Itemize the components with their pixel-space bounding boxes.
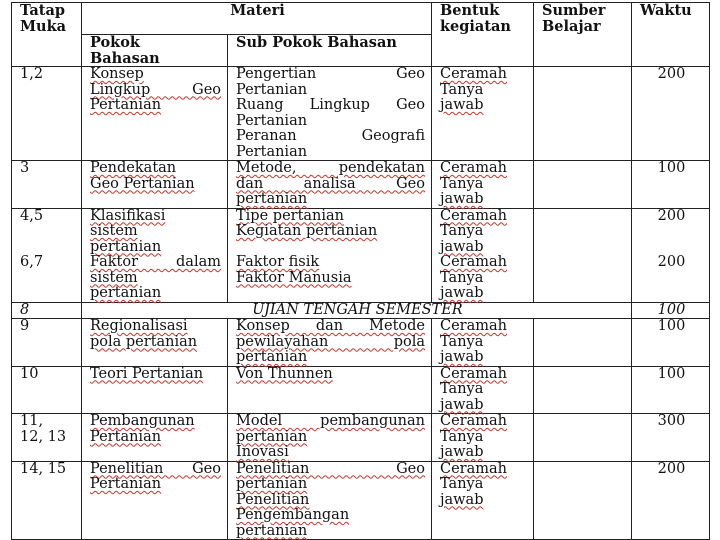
cell-tatap-muka: 9 (12, 319, 82, 367)
cell-sub-pokok-bahasan: Penelitian Geo pertanian Penelitian Pengembangan pertanian (228, 461, 432, 540)
table-row (12, 319, 710, 367)
table-row (12, 366, 710, 414)
table-row (12, 208, 710, 302)
header-bentuk-kegiatan: Bentuk kegiatan (432, 3, 534, 67)
cell-sumber-belajar (534, 67, 632, 161)
cell-bentuk-kegiatan: Ceramah Tanya jawab (432, 161, 534, 209)
syllabus-table (11, 2, 710, 540)
cell-waktu: 100 (632, 302, 710, 319)
table-row (12, 461, 710, 540)
header-pokok-bahasan: Pokok Bahasan (82, 35, 228, 67)
cell-tatap-muka: 8 (12, 302, 82, 319)
header-waktu: Waktu (632, 3, 710, 67)
header-sumber-belajar: Sumber Belajar (534, 3, 632, 67)
cell-pokok-bahasan: Pembangunan Pertanian (82, 414, 228, 462)
cell-sub-pokok-bahasan: Konsep dan Metode pewilayahan pola pertanian (228, 319, 432, 367)
cell-bentuk-kegiatan: Ceramah Tanya jawab (432, 461, 534, 540)
table-row (12, 67, 710, 161)
cell-waktu: 100 (632, 161, 710, 209)
cell-tatap-muka: 1,2 (12, 67, 82, 161)
cell-bentuk-kegiatan: Ceramah Tanya jawab (432, 366, 534, 414)
cell-pokok-bahasan: Pendekatan Geo Pertanian (82, 161, 228, 209)
cell-tatap-muka: 10 (12, 366, 82, 414)
cell-sumber-belajar (534, 319, 632, 367)
cell-tatap-muka: 11, 12, 13 (12, 414, 82, 462)
table-row (12, 302, 710, 319)
cell-tatap-muka: 4,5 6,7 (12, 208, 82, 302)
table-row (12, 414, 710, 462)
cell-sumber-belajar (534, 461, 632, 540)
cell-waktu: 100 (632, 319, 710, 367)
cell-sub-pokok-bahasan: Pengertian Geo Pertanian Ruang Lingkup Geo Pertanian Peranan Geografi Pertanian (228, 67, 432, 161)
cell-pokok-bahasan: Klasifikasi sistem pertanian Faktor dalam sistem pertanian (82, 208, 228, 302)
cell-waktu: 200 (632, 461, 710, 540)
cell-bentuk-kegiatan: Ceramah Tanya jawab (432, 67, 534, 161)
cell-bentuk-kegiatan: Ceramah Tanya jawab (432, 414, 534, 462)
cell-tatap-muka: 14, 15 (12, 461, 82, 540)
table-row (12, 161, 710, 209)
syllabus-table-container (11, 2, 709, 540)
header-sub-pokok-bahasan: Sub Pokok Bahasan (228, 35, 432, 67)
uts-label: UJIAN TENGAH SEMESTER (82, 302, 632, 319)
cell-sumber-belajar (534, 161, 632, 209)
cell-sumber-belajar (534, 414, 632, 462)
header-tatap-muka: Tatap Muka (12, 3, 82, 67)
cell-waktu: 200 200 (632, 208, 710, 302)
cell-sub-pokok-bahasan: Tipe pertanian Kegiatan pertanian Faktor fisik Faktor Manusia (228, 208, 432, 302)
cell-tatap-muka: 3 (12, 161, 82, 209)
cell-waktu: 100 (632, 366, 710, 414)
cell-sub-pokok-bahasan: Metode, pendekatan dan analisa Geo pertanian (228, 161, 432, 209)
cell-sumber-belajar (534, 208, 632, 302)
header-materi: Materi (82, 3, 432, 35)
cell-pokok-bahasan: Regionalisasi pola pertanian (82, 319, 228, 367)
cell-bentuk-kegiatan: Ceramah Tanya jawab (432, 319, 534, 367)
cell-waktu: 200 (632, 67, 710, 161)
cell-pokok-bahasan: Teori Pertanian (82, 366, 228, 414)
cell-sub-pokok-bahasan: Von Thunnen (228, 366, 432, 414)
cell-pokok-bahasan: Konsep Lingkup Geo Pertanian (82, 67, 228, 161)
cell-waktu: 300 (632, 414, 710, 462)
cell-bentuk-kegiatan: Ceramah Tanya jawab Ceramah Tanya jawab (432, 208, 534, 302)
cell-pokok-bahasan: Penelitian Geo Pertanian (82, 461, 228, 540)
cell-sumber-belajar (534, 366, 632, 414)
cell-sub-pokok-bahasan: Model pembangunan pertanian Inovasi (228, 414, 432, 462)
